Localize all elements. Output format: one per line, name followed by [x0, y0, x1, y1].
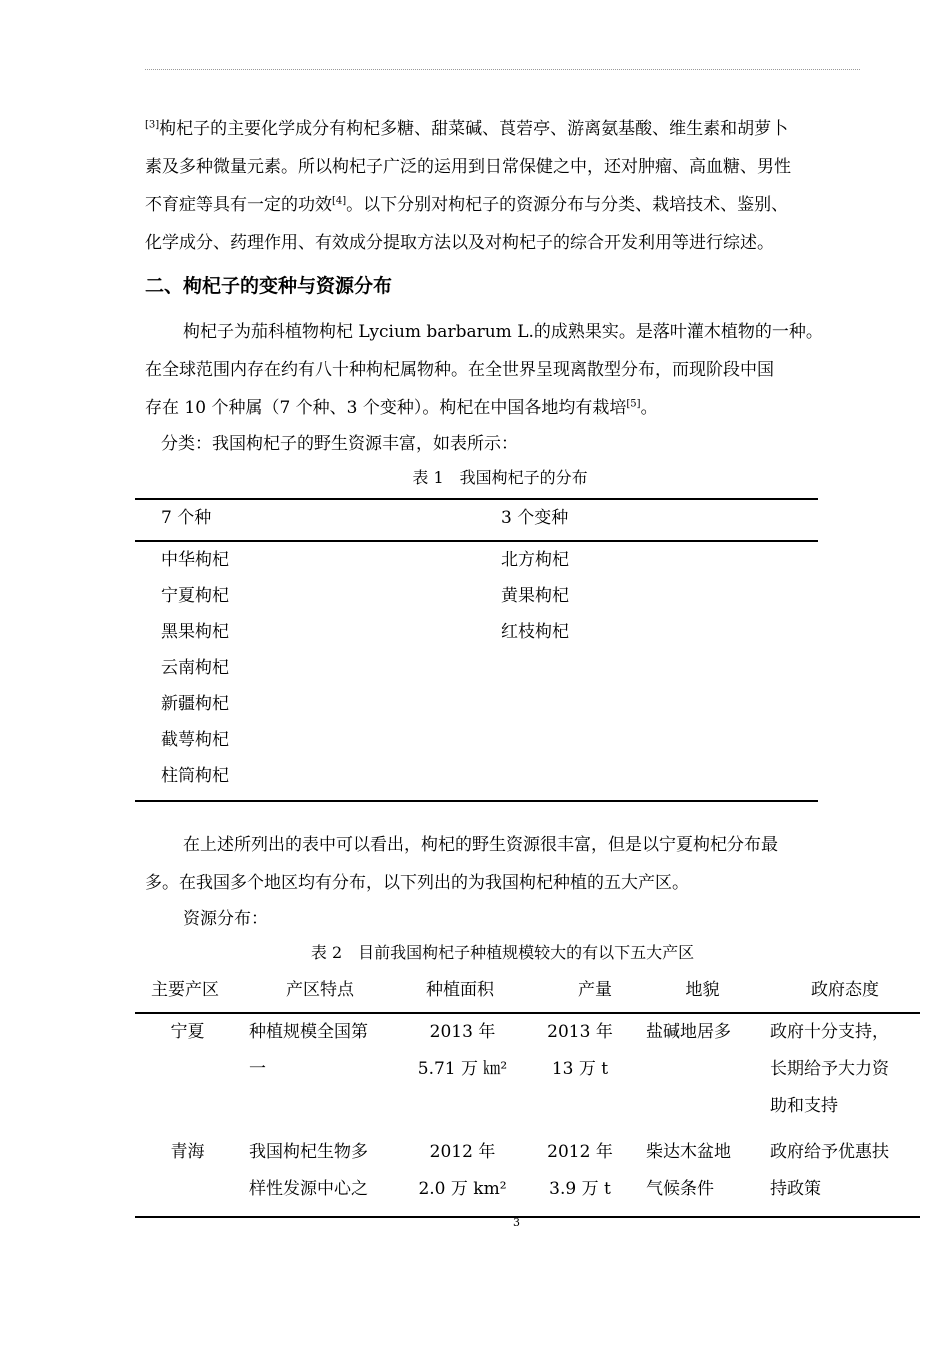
table1-header-varieties: 3 个变种 — [501, 508, 569, 528]
table1-header-species: 7 个种 — [161, 508, 212, 528]
table2-header — [135, 972, 920, 1014]
cell-line: 政府给予优惠扶 — [770, 1142, 889, 1162]
table2-header-cell: 产量 — [578, 980, 612, 1000]
table1-header — [135, 500, 818, 542]
cell-line: 2012 年 — [429, 1142, 496, 1162]
cell-line: 持政策 — [770, 1179, 821, 1199]
table1 — [135, 498, 818, 802]
cell-line: 盐碱地居多 — [646, 1022, 731, 1042]
area-cell — [400, 1014, 525, 1088]
variety-cell: 红枝枸杞 — [501, 622, 569, 642]
species-cell: 中华枸杞 — [161, 550, 229, 570]
text-line: 化学成分、药理作用、有效成分提取方法以及对枸杞子的综合开发利用等进行综述。 — [145, 233, 774, 253]
terrain-cell — [646, 1014, 761, 1051]
cell-line: 柴达木盆地 — [646, 1142, 731, 1162]
cell-line: 气候条件 — [646, 1179, 714, 1199]
table2-header-cell: 政府态度 — [811, 980, 879, 1000]
output-cell — [530, 1134, 630, 1208]
cell-line: 助和支持 — [770, 1096, 838, 1116]
species-cell: 截萼枸杞 — [161, 730, 229, 750]
table2-body — [135, 1014, 920, 1218]
table1-body — [135, 542, 818, 802]
feature-cell — [249, 1134, 394, 1208]
cell-line: 2012 年 — [547, 1142, 613, 1162]
policy-cell — [770, 1134, 920, 1208]
text-line: 在上述所列出的表中可以看出，枸杞的野生资源很丰富，但是以宁夏枸杞分布最 — [183, 835, 778, 855]
paragraph-analysis — [145, 826, 860, 902]
cell-line: 2013 年 — [429, 1022, 496, 1042]
species-cell: 宁夏枸杞 — [161, 586, 229, 606]
table2-header-cell: 产区特点 — [286, 980, 354, 1000]
text-line: 枸杞子为茄科植物枸杞 Lycium barbarum L.的成熟果实。是落叶灌木植物的一种。 — [183, 322, 823, 342]
text-line: 素及多种微量元素。所以枸杞子广泛的运用到日常保健之中，还对肿瘤、高血糖、男性 — [145, 157, 791, 177]
text-line: 在全球范围内存在约有八十种枸杞属物种。在全世界呈现离散型分布，而现阶段中国 — [145, 360, 774, 380]
variety-cell: 北方枸杞 — [501, 550, 569, 570]
page-number: 3 — [513, 1216, 520, 1229]
paragraph-species — [145, 313, 860, 427]
table2-header-cell: 主要产区 — [151, 980, 219, 1000]
cell-line: 样性发源中心之 — [249, 1179, 368, 1199]
cell-line: 3.9 万 t — [549, 1179, 611, 1199]
text-line: 多。在我国多个地区均有分布，以下列出的为我国枸杞种植的五大产区。 — [145, 873, 689, 893]
cell-line: 2013 年 — [547, 1022, 613, 1042]
species-cell: 新疆枸杞 — [161, 694, 229, 714]
cell-line: 我国枸杞生物多 — [249, 1142, 368, 1162]
citation-4: [4] — [332, 195, 347, 207]
policy-cell — [770, 1014, 920, 1125]
text-line: 不育症等具有一定的功效 — [145, 195, 332, 215]
terrain-cell — [646, 1134, 761, 1208]
cell-line: 一 — [249, 1059, 266, 1079]
region-cell: 宁夏 — [170, 1022, 205, 1042]
region-cell: 青海 — [170, 1142, 205, 1162]
table2-caption: 表 2 目前我国枸杞子种植规模较大的有以下五大产区 — [310, 943, 695, 962]
species-cell: 云南枸杞 — [161, 658, 229, 678]
paragraph-resource: 资源分布： — [183, 909, 268, 929]
text-line: 。以下分别对枸杞子的资源分布与分类、栽培技术、鉴别、 — [346, 195, 789, 215]
text-line: 存在 10 个种属（7 个种、3 个变种）。枸杞在中国各地均有栽培 — [145, 398, 627, 418]
species-cell: 柱筒枸杞 — [161, 766, 229, 786]
citation-3: [3] — [145, 119, 160, 131]
text-line: 枸杞子的主要化学成分有枸杞多糖、甜菜碱、莨菪亭、游离氨基酸、维生素和胡萝卜 — [159, 119, 789, 139]
table2 — [135, 972, 920, 1218]
text-line: 。 — [640, 398, 658, 418]
section-title: 二、枸杞子的变种与资源分布 — [145, 275, 393, 297]
cell-line: 13 万 t — [551, 1059, 609, 1079]
table2-header-cell: 地貌 — [685, 980, 720, 1000]
paragraph-intro — [145, 110, 860, 262]
cell-line: 2.0 万 km² — [418, 1179, 507, 1199]
cell-line: 5.71 万 ㎞² — [417, 1059, 508, 1079]
cell-line: 长期给予大力资 — [770, 1059, 889, 1079]
citation-5: [5] — [626, 398, 641, 410]
header-rule — [145, 69, 860, 70]
variety-cell: 黄果枸杞 — [501, 586, 569, 606]
cell-line: 政府十分支持， — [770, 1022, 889, 1042]
table1-caption: 表 1 我国枸杞子的分布 — [412, 468, 588, 487]
table2-header-cell: 种植面积 — [426, 980, 494, 1000]
paragraph-classification: 分类：我国枸杞子的野生资源丰富，如表所示： — [161, 434, 518, 454]
area-cell — [400, 1134, 525, 1208]
cell-line: 种植规模全国第 — [249, 1022, 368, 1042]
feature-cell — [249, 1014, 394, 1088]
species-cell: 黑果枸杞 — [161, 622, 229, 642]
output-cell — [530, 1014, 630, 1088]
